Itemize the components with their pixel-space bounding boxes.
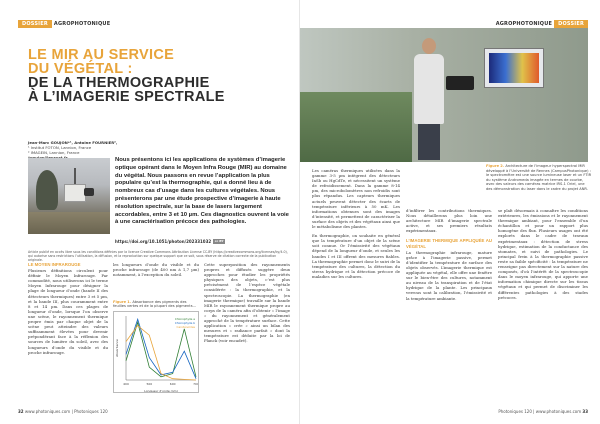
title-line-2: DU VÉGÉTAL : [28,61,133,77]
legend-entry: Chlorophylle a [174,316,195,321]
figure-2-text: Architecture de l’imageur hyperspectral MIR développé à l’Université de Rennes (CampusPhotonique) : le spectromètre est une source lumineuse laser et un FTIR du système Andromeda imagée en termes de courbe, avec des valeurs des caméras matrice IRS-1 Oriel, une des démonstration du laser dans le cadre du projet ANR. [486,164,592,191]
column-3-text: Cette superposition des rayonnements propres et diffusés suggère deux approches pour étudier les propriétés physiques des objets, c’est plus précisément de l’espèce végétale considérée : la thermographie, et la spectroscopie. La thermographie (en imagerie thermique) travaille sur la bande MIR le rayonnement thermique propre au corps de la caméra afin d’obtenir « l’image » du rayonnement et généralement approché de la température surface. Cette application « crée » ainsi un bilan des mesures et « radiance parfait » dont la température est déduite par la loi de Planck (voir encadré). [204,262,290,344]
section-label: AGROPHOTONIQUE [53,21,111,27]
right-column-3 [498,208,588,300]
left-footer-site: www.photoniques.com [24,409,71,414]
right-dossier-tag: DOSSIER [554,20,588,28]
right-page-number: 33 [582,409,588,414]
photo-camera-lens [84,188,94,196]
lab-plants [300,92,412,162]
title-line-1: LE MIR AU SERVICE [28,47,175,63]
figure-2-label: Figure 2. [486,164,505,168]
x-tick-label: 400 [123,381,129,386]
figure-1-label: Figure 1. [113,300,132,304]
y-axis-label: Absorbance [115,338,119,357]
photo-tree [36,170,58,210]
x-tick-label: 700 [193,381,199,386]
subheading-imagerie-thermique: L’IMAGERIE THERMIQUE APPLIQUÉE AU VÉGÉTAL [406,238,492,249]
figure-2-caption [486,164,592,192]
right-section-label: AGROPHOTONIQUE [495,21,553,27]
doi-line [115,239,225,244]
right-header [496,20,588,28]
figure-1-caption [113,300,199,309]
subheading-moyen-infrarouge: LE MOYEN INFRAROUGE [28,262,81,267]
title-line-3: DE LA THERMOGRAPHIE [28,75,210,91]
column-2-text: les longueurs d’onde du visible et du proche infrarouge (de 400 nm à 1,7 µm) notamment, à l’exception du soleil. [113,262,199,278]
legend-entry: Chlorophylle b [174,320,195,325]
right-column-2-text-2: La thermographie infrarouge, mature grâce à l’imagerie passive, permet d’identifier la température de surface des objets observés. L’imagerie thermique est appliquée au végétal, elle offre une fenêtre sur le bien-être des cultures, notamment au niveau de la transpiration et de l’état hydrique de la plante. Les principaux verrous sont la calibration, l’émissivité et la température ambiante. [406,249,492,301]
left-footer-issue: Photoniques 120 [74,409,108,414]
absorbance-chart [113,311,199,393]
right-column-3-text: se plaît désormais à connaître les conditions extérieures, les émissions et le rayonnement thermique ambiant, pour l’ensemble d’un échantillon et pour un rapport plus homogène des flux. Plusieurs usages ont été explorés dans le cadre de travaux expérimentaux : détection de stress hydrique, estimation de la conductance des stomates, et suivi de pathologies. Le principal frein à la thermographie passive reste sa faible spécificité : la température ne renseigne pas directement sur la nature des composés, d’où l’intérêt de la spectroscopie dans le moyen infrarouge, qui apporte une information chimique directe sur les tissus végétaux et qui permet de discriminer les différentes pathologies à des stades précoces. [498,208,588,300]
left-column-3 [204,262,290,344]
legend-entry: Caroténoïdes [176,324,195,329]
photo-pole [74,168,76,184]
right-column-2-text: d’infiltrer les contributions thermiques. Nous détaillerons plus loin une architecture MIR d’imagerie spectrale active, et ses premiers résultats expérimentaux. [406,208,492,234]
column-1-text: Plusieurs définitions circulent pour définir le Moyen Infrarouge. Par commodité, nous utiliserons ici le terme Moyen Infrarouge pour désigner la plage de longueur d’onde (bande II des détecteurs thermiques) entre 3 et 5 µm, et la bande III, plus couramment entre 8 et 14 µm. Dans ces plages de longueur d’onde, lorsque l’on observe une scène, le rayonnement thermique propre émis par chaque objet de la scène peut atteindre des valeurs suffisamment élevées pour devenir prépondérant face à la réflexion des sources de lumière du soleil, avec des longueurs d’onde du visible et du proche infrarouge. [28,268,108,355]
right-footer-site: www.photoniques.com [535,409,582,414]
author-names: Jean-Marc GOUJON*¹, Antoine FOURNIER², [28,140,118,145]
left-page-number: 32 [18,409,24,414]
left-header [18,20,110,28]
x-tick-label: 600 [169,381,176,386]
right-column-1-text: Les caméras thermiques utilisées dans la gamme 3-5 µm intègrent des détecteurs InSb ou HgCdTe, et nécessitent un système de refroidissement. Dans la gamme 8-14 µm, des microbolomètres non refroidis sont plus répandus. Les capteurs thermiques actuels peuvent détecter des écarts de température inférieurs à 50 mK. Les informations obtenues sont des images d’intensité, et permettent de caractériser la surface des objets et des végétaux ainsi que le métabolisme des plantes. [312,168,400,230]
lab-photo [300,28,588,162]
title-line-4: À L’IMAGERIE SPECTRALE [28,89,225,105]
photo-grass [28,212,110,234]
right-page [300,0,600,424]
figure-1-text: Absorbance des pigments des feuilles vertes et de la plupart des pigments... [113,300,197,309]
right-column-2 [406,208,492,301]
article-title [28,48,278,104]
lab-camera [446,76,474,90]
cc-license-icon: cc BY [214,239,224,243]
figure-1 [113,300,199,397]
left-column-1 [28,262,108,355]
researcher-legs [418,124,440,160]
right-footer: Photoniques 120 | www.photoniques.com 33 [498,409,588,414]
intro-paragraph: Nous présentons ici les applications de systèmes d’imagerie optique opérant dans le Moyen Infra Rouge (MIR) au domaine du végétal. Nous passons en revue l’application la plus populaire qu’est la thermographie, qui a donné lieu à de nombreux cas d’usage dans les cultures végétales. Nous présenterons par une étude prospective d’imagerie à haute résolution spectrale, sur la base de lasers largement accordables, entre 3 et 10 µm. Ces diagnostics ouvrent la voie à une caractérisation précoce des pathologies. [115,157,289,226]
researcher-head [422,38,436,54]
thermal-view [489,53,539,83]
lab-monitor [484,48,544,88]
right-footer-issue: Photoniques 120 [498,409,532,414]
photo-instrument-box [64,184,86,202]
doi-link[interactable]: https://doi.org/10.1051/photon/202331032 [115,239,212,244]
authors-block [28,140,128,160]
researcher-body [414,54,444,124]
lab-researcher [412,38,446,160]
field-camera-photo [28,158,110,234]
affiliation-2: ² IMAGEIN, Lannion, France [28,150,80,155]
right-column-1-text-2: En thermographie, on souhaite en général que la température d’un objet de la scène soit connue. Or l’émissivité des végétaux dépend de la longueur d’onde, et seules les bandes I et III offrent des mesures fiables. La thermographie permet donc le suivi de la température des cultures, la détection du stress hydrique et la détection précoce de maladies sur les cultures. [312,233,400,279]
series-line [126,322,196,376]
license-note: Article publié en accès libre sous les conditions définies par la licence Creative Commons Attribution License CC-BY (https://creativecommons.org/licenses/by/4.0), qui autorise sans restrictions l’utilisation, la diffusion, et la reproduction sur quelque support que ce soit, sous réserve de citation correcte de la publication originale. [28,250,288,263]
x-axis-label: Longueur d’onde (nm) [144,388,178,393]
dossier-tag: DOSSIER [18,20,52,28]
affiliation-1: ¹ Institut FOTON, Lannion, France [28,145,92,150]
left-footer: 32 www.photoniques.com | Photoniques 120 [18,409,108,414]
right-column-1 [312,168,400,279]
left-column-2 [113,262,199,277]
x-tick-label: 500 [146,381,153,386]
